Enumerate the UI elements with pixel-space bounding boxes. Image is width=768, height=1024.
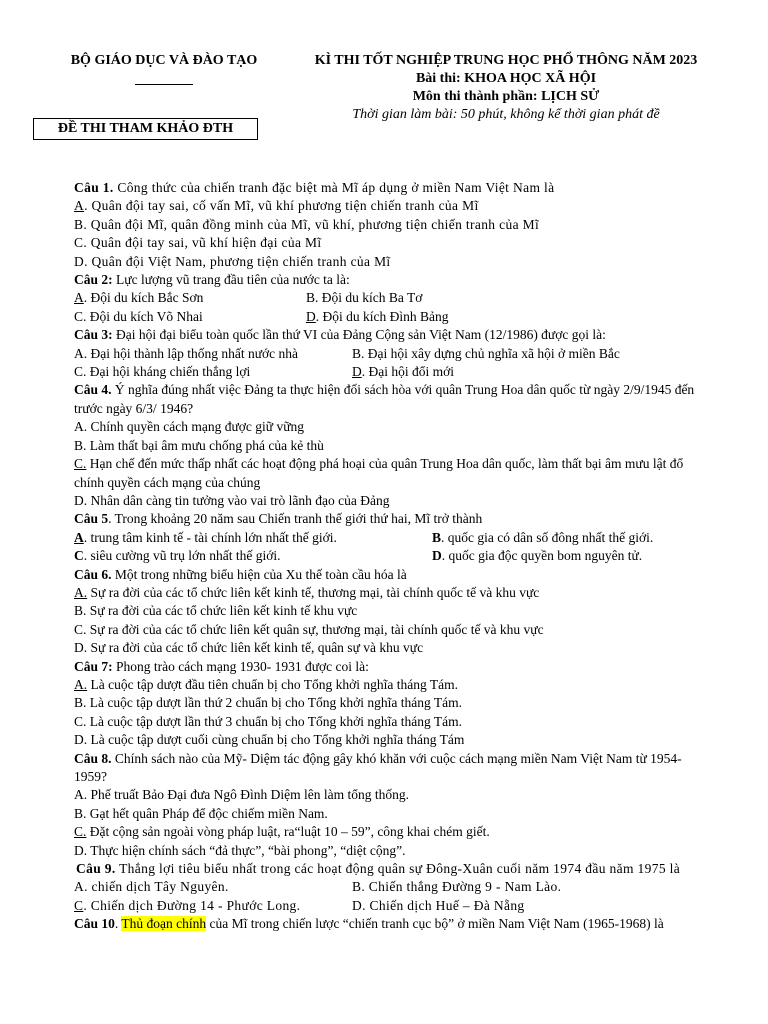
header-right (272, 52, 740, 124)
q3-option-a: A. Đại hội thành lập thống nhất nước nhà (74, 345, 299, 361)
q3-options-ab (74, 345, 714, 363)
q5-option-c: C. siêu cường vũ trụ lớn nhất thế giới. (74, 548, 281, 564)
q7-option-a: A. Là cuộc tập dượt đầu tiên chuẩn bị cho Tổng khởi nghĩa tháng Tám. (74, 676, 459, 692)
q4-option-b: B. Làm thất bại âm mưu chống phá của kẻ thù (74, 437, 324, 453)
q5-options-cd (74, 547, 714, 565)
q4-option-d: D. Nhân dân càng tin tưởng vào vai trò lãnh đạo của Đảng (74, 492, 390, 508)
q2-option-d: D. Đội du kích Đình Bảng (306, 308, 449, 324)
ministry-name: BỘ GIÁO DỤC VÀ ĐÀO TẠO (70, 53, 258, 68)
header-left (58, 52, 270, 85)
q5-option-a: A. trung tâm kinh tế - tài chính lớn nhất thế giới. (74, 529, 337, 545)
highlighted-phrase: Thủ đoạn chính (121, 916, 207, 932)
question-9: Câu 9. Thắng lợi tiêu biểu nhất trong các hoạt động quân sự Đông-Xuân cuối năm 1974 đầu năm 1975 là (76, 861, 681, 877)
question-8: Câu 8. Chính sách nào của Mỹ- Diệm tác động gây khó khăn với cuộc cách mạng miền Nam Việt Nam từ 1954-1959? (74, 750, 682, 784)
q6-option-d: D. Sự ra đời của các tổ chức liên kết kinh tế, quân sự và khu vực (74, 640, 424, 656)
q2-option-c: C. Đội du kích Võ Nhai (74, 308, 203, 324)
separator (135, 80, 193, 85)
q9-options-cd (74, 897, 714, 915)
q1-option-a: A. Quân đội tay sai, cố vấn Mĩ, vũ khí phương tiện chiến tranh của Mĩ (74, 198, 479, 214)
q2-option-a: A. Đội du kích Bắc Sơn (74, 290, 204, 306)
question-6: Câu 6. Một trong những biểu hiện của Xu thế toàn cầu hóa là (74, 566, 407, 582)
q9-option-a: A. chiến dịch Tây Nguyên. (74, 879, 229, 895)
reference-exam-label: ĐỀ THI THAM KHẢO ĐTH (33, 118, 258, 140)
q5-option-d: D. quốc gia độc quyền bom nguyên tử. (432, 548, 643, 564)
q7-option-b: B. Là cuộc tập dượt lần thứ 2 chuẩn bị cho Tổng khởi nghĩa tháng Tám. (74, 695, 462, 711)
q4-option-c: C. Hạn chế đến mức thấp nhất các hoạt động phá hoại của quân Trung Hoa dân quốc, làm thất bại âm mưu lật đổ chính quyền cách mạng của chúng (74, 456, 684, 490)
q1-option-c: C. Quân đội tay sai, vũ khí hiện đại của Mĩ (74, 235, 322, 251)
exam-subject: Bài thi: KHOA HỌC XÃ HỘI (415, 71, 597, 86)
exam-component: Môn thi thành phần: LỊCH SỬ (412, 89, 600, 104)
exam-time: Thời gian làm bài: 50 phút, không kể thời gian phát đề (352, 107, 660, 122)
q8-option-b: B. Gạt hết quân Pháp để độc chiếm miền Nam. (74, 805, 328, 821)
q8-option-d: D. Thực hiện chính sách “đả thực”, “bài phong”, “diệt cộng”. (74, 842, 406, 858)
question-2: Câu 2: Lực lượng vũ trang đầu tiên của nước ta là: (74, 272, 350, 288)
q3-option-d: D. Đại hội đổi mới (352, 364, 455, 380)
question-5: Câu 5. Trong khoảng 20 năm sau Chiến tranh thế giới thứ hai, Mĩ trở thành (74, 511, 483, 527)
q5-options-ab (74, 529, 714, 547)
q8-option-a: A. Phế truất Bảo Đại đưa Ngô Đình Diệm lên làm tổng thống. (74, 787, 410, 803)
exam-title: KÌ THI TỐT NGHIỆP TRUNG HỌC PHỔ THÔNG NĂM 2023 (314, 53, 698, 68)
q2-option-b: B. Đội du kích Ba Tơ (306, 290, 423, 306)
question-3: Câu 3: Đại hội đại biểu toàn quốc lần thứ VI của Đảng Cộng sản Việt Nam (12/1986) được gọi là: (74, 327, 606, 343)
q3-option-b: B. Đại hội xây dựng chủ nghĩa xã hội ở miền Bắc (352, 345, 620, 361)
q6-option-c: C. Sự ra đời của các tổ chức liên kết quân sự, thương mại, tài chính quốc tế và khu vực (74, 621, 544, 637)
q9-options-ab (74, 878, 714, 896)
q4-option-a: A. Chính quyền cách mạng được giữ vững (74, 419, 305, 435)
question-7: Câu 7: Phong trào cách mạng 1930- 1931 được coi là: (74, 658, 369, 674)
q3-option-c: C. Đại hội kháng chiến thắng lợi (74, 364, 251, 380)
q7-option-d: D. Là cuộc tập dượt cuối cùng chuẩn bị cho Tổng khởi nghĩa tháng Tám (74, 732, 465, 748)
question-1: Câu 1. Công thức của chiến tranh đặc biệt mà Mĩ áp dụng ở miền Nam Việt Nam là (74, 180, 555, 195)
exam-body (74, 179, 714, 934)
q8-option-c: C. Đặt cộng sản ngoài vòng pháp luật, ra“luật 10 – 59”, công khai chém giết. (74, 824, 490, 840)
q1-option-d: D. Quân đội Việt Nam, phương tiện chiến tranh của Mĩ (74, 253, 391, 269)
q9-option-c: C. Chiến dịch Đường 14 - Phước Long. (74, 897, 301, 913)
q6-option-a: A. Sự ra đời của các tổ chức liên kết kinh tế, thương mại, tài chính quốc tế và khu vực (74, 584, 540, 600)
question-4: Câu 4. Ý nghĩa đúng nhất việc Đảng ta thực hiện đối sách hòa với quân Trung Hoa dân quốc từ ngày 2/9/1945 đến trước ngày 6/3/ 1946? (74, 382, 695, 416)
q5-option-b: B. quốc gia có dân số đông nhất thế giới. (432, 529, 654, 545)
q2-options-cd (74, 308, 714, 326)
q9-option-b: B. Chiến thắng Đường 9 - Nam Lào. (352, 879, 562, 895)
q2-options-ab (74, 289, 714, 307)
question-10: Câu 10. Thủ đoạn chính của Mĩ trong chiến lược “chiến tranh cục bộ” ở miền Nam Việt Nam (1965-1968) là (74, 916, 664, 932)
q3-options-cd (74, 363, 714, 381)
q6-option-b: B. Sự ra đời của các tổ chức liên kết kinh tế khu vực (74, 603, 358, 619)
q1-option-b: B. Quân đội Mĩ, quân đồng minh của Mĩ, vũ khí, phương tiện chiến tranh của Mĩ (74, 216, 540, 232)
q7-option-c: C. Là cuộc tập dượt lần thứ 3 chuẩn bị cho Tổng khởi nghĩa tháng Tám. (74, 713, 462, 729)
q9-option-d: D. Chiến dịch Huế – Đà Nẵng (352, 897, 525, 913)
